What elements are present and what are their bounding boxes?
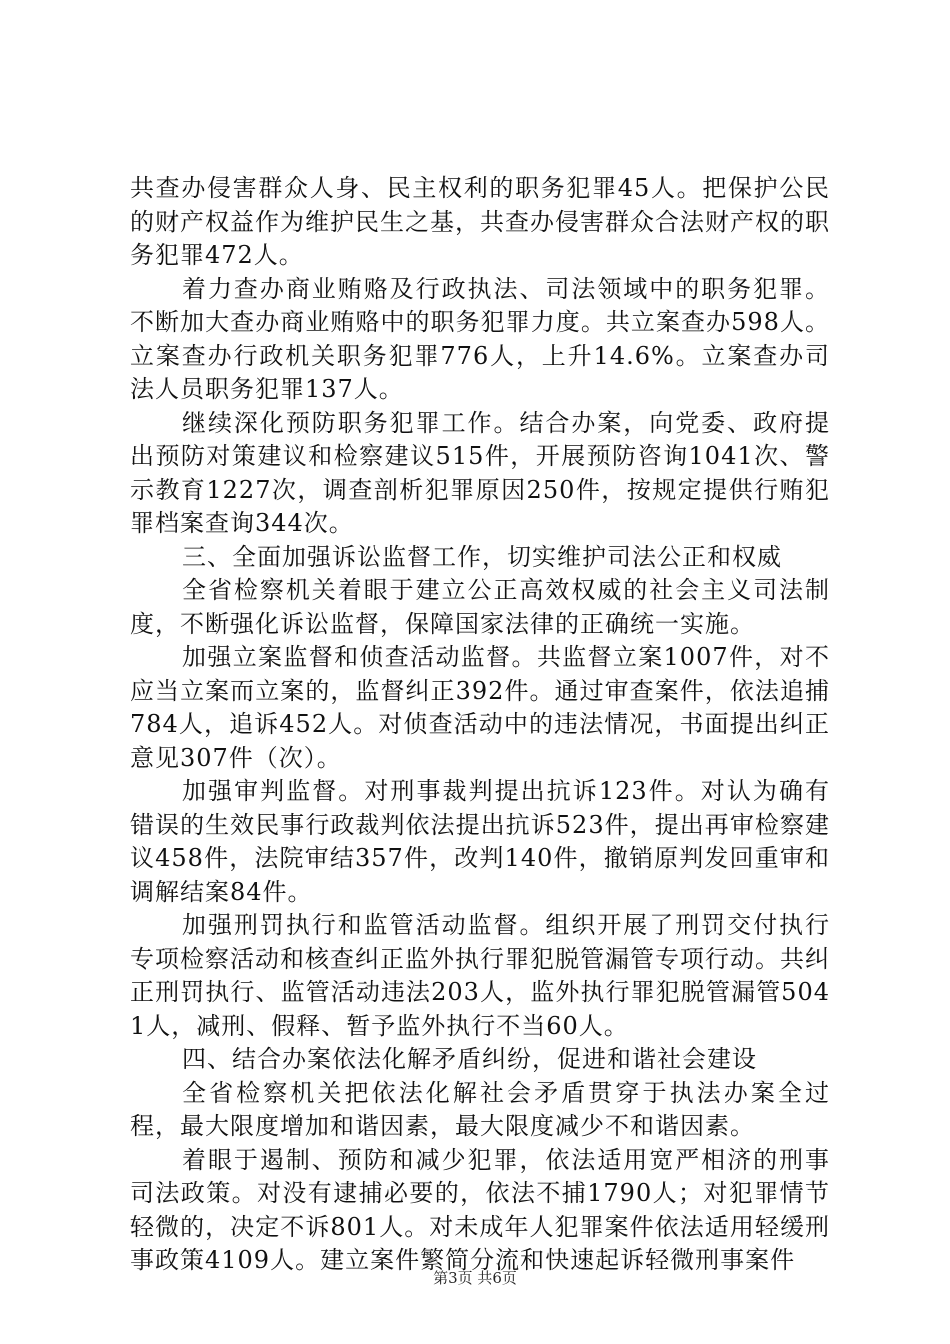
paragraph-7: 加强审判监督。对刑事裁判提出抗诉123件。对认为确有错误的生效民事行政裁判依法提出抗诉523件，提出再审检察建议458件，法院审结357件，改判140件，撤销原判发回重审和调解结案84件。 [130,777,830,906]
paragraph-10: 全省检察机关把依法化解社会矛盾贯穿于执法办案全过程，最大限度增加和谐因素，最大限度减少不和谐因素。 [130,1078,830,1140]
section-heading-3: 三、全面加强诉讼监督工作，切实维护司法公正和权威 [182,542,782,571]
paragraph-5: 全省检察机关着眼于建立公正高效权威的社会主义司法制度，不断强化诉讼监督，保障国家法律的正确统一实施。 [130,576,830,638]
section-heading-4: 四、结合办案依法化解矛盾纠纷，促进和谐社会建设 [182,1045,757,1073]
page-footer [0,1267,950,1288]
paragraph-2: 着力查办商业贿赂及行政执法、司法领域中的职务犯罪。不断加大查办商业贿赂中的职务犯罪力度。共立案查办598人。立案查办行政机关职务犯罪776人，上升14.6%。立案查办司法人员职务犯罪137人。 [130,274,830,403]
paragraph-1: 共查办侵害群众人身、民主权利的职务犯罪45人。把保护公民的财产权益作为维护民生之基，共查办侵害群众合法财产权的职务犯罪472人。 [130,174,830,269]
paragraph-3: 继续深化预防职务犯罪工作。结合办案，向党委、政府提出预防对策建议和检察建议515件，开展预防咨询1041次、警示教育1227次，调查剖析犯罪原因250件，按规定提供行贿犯罪档案查询344次。 [130,408,830,537]
paragraph-11: 着眼于遏制、预防和减少犯罪，依法适用宽严相济的刑事司法政策。对没有逮捕必要的，依法不捕1790人；对犯罪情节轻微的，决定不诉801人。对未成年人犯罪案件依法适用轻缓刑事政策4109人。建立案件繁简分流和快速起诉轻微刑事案件 [130,1145,830,1274]
paragraph-8: 加强刑罚执行和监管活动监督。组织开展了刑罚交付执行专项检察活动和核查纠正监外执行罪犯脱管漏管专项行动。共纠正刑罚执行、监管活动违法203人，监外执行罪犯脱管漏管5041人，减刑、假释、暂予监外执行不当60人。 [130,911,830,1040]
paragraph-6: 加强立案监督和侦查活动监督。共监督立案1007件，对不应当立案而立案的，监督纠正392件。通过审查案件，依法追捕784人，追诉452人。对侦查活动中的违法情况，书面提出纠正意见307件（次）。 [130,643,830,772]
document-body [130,172,830,1278]
page-number: 第3页 共6页 [433,1269,517,1287]
